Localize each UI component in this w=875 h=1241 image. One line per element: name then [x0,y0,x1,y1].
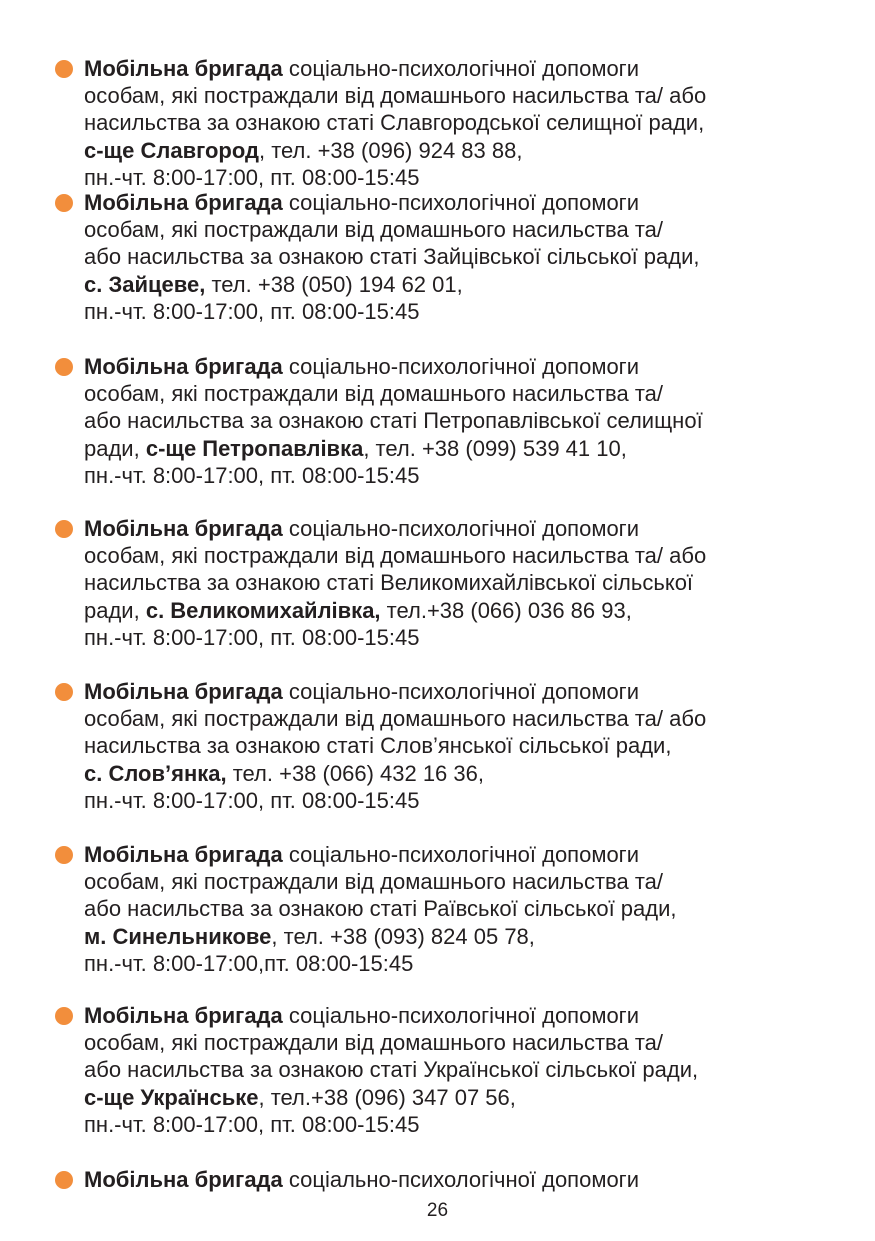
entry-line-2: особам, які постраждали від домашнього насильства та/ [84,217,664,243]
entry-description: соціально-психологічної допомоги [282,679,639,704]
entry-line-4 [84,760,824,787]
list-item [84,841,824,977]
entry-line-4 [84,271,824,298]
entry-line-1 [84,841,824,868]
entry-title: Мобільна бригада [84,1003,283,1028]
entry-place: с-ще Славгород [84,137,259,163]
bullet-icon [55,1007,73,1025]
entry-line-3: або насильства за ознакою статі Української сільської ради, [84,1057,699,1083]
entry-title: Мобільна бригада [84,56,283,81]
entry-line-4 [84,137,824,164]
entry-line-2: особам, які постраждали від домашнього насильства та/ [84,869,664,895]
bullet-icon [55,846,73,864]
entry-line-4 [84,597,824,624]
entry-line-1 [84,1002,824,1029]
entry-place: с. Зайцеве, [84,271,206,297]
entry-description: соціально-психологічної допомоги [282,1167,639,1192]
entry-contact: тел. +38 (050) 194 62 01, [205,271,463,297]
entry-title: Мобільна бригада [84,354,283,379]
entry-description: соціально-психологічної допомоги [282,842,639,867]
entry-line-3: насильства за ознакою статі Славгородської селищної ради, [84,110,705,136]
list-item [84,189,824,325]
entry-description: соціально-психологічної допомоги [282,354,639,379]
bullet-icon [55,358,73,376]
entry-description: соціально-психологічної допомоги [282,1003,639,1028]
entry-line-2: особам, які постраждали від домашнього насильства та/ [84,1030,664,1056]
bullet-icon [55,683,73,701]
list-item [84,1002,824,1138]
entry-line-3: або насильства за ознакою статі Раївської сільської ради, [84,896,677,922]
entry-line-2: особам, які постраждали від домашнього насильства та/ або [84,706,707,732]
entry-line-2: особам, які постраждали від домашнього насильства та/ або [84,83,707,109]
bullet-icon [55,1171,73,1189]
entry-prefix: ради, [84,597,146,623]
page-number: 26 [426,1200,449,1221]
entry-hours: пн.-чт. 8:00-17:00, пт. 08:00-15:45 [84,1111,420,1137]
entry-line-1 [84,515,824,542]
list-item [84,515,824,651]
entry-line-2: особам, які постраждали від домашнього насильства та/ або [84,543,707,569]
entry-title: Мобільна бригада [84,516,283,541]
entry-hours: пн.-чт. 8:00-17:00, пт. 08:00-15:45 [84,298,420,324]
entry-line-1 [84,353,824,380]
entry-hours: пн.-чт. 8:00-17:00, пт. 08:00-15:45 [84,787,420,813]
entry-description: соціально-психологічної допомоги [282,190,639,215]
entry-contact: , тел.+38 (096) 347 07 56, [258,1084,516,1110]
entry-place: с. Великомихайлівка, [145,597,381,623]
entry-title: Мобільна бригада [84,1167,283,1192]
bullet-icon [55,520,73,538]
entry-contact: тел. +38 (066) 432 16 36, [226,760,484,786]
entry-contact: , тел. +38 (093) 824 05 78, [271,923,535,949]
entry-line-4 [84,923,824,950]
entry-title: Мобільна бригада [84,190,283,215]
entry-line-2: особам, які постраждали від домашнього насильства та/ [84,381,664,407]
entry-line-3: насильства за ознакою статі Великомихайлівської сільської [84,570,694,596]
entry-line-1 [84,678,824,705]
entry-line-3: або насильства за ознакою статі Петропавлівської селищної [84,408,703,434]
bullet-icon [55,194,73,212]
entry-description: соціально-психологічної допомоги [282,56,639,81]
entry-hours: пн.-чт. 8:00-17:00, пт. 08:00-15:45 [84,462,420,488]
entry-line-4 [84,1084,824,1111]
entry-line-3: насильства за ознакою статі Слов’янської сільської ради, [84,733,672,759]
list-item [84,1166,824,1193]
entry-line-1 [84,55,824,82]
entry-hours: пн.-чт. 8:00-17:00,пт. 08:00-15:45 [84,950,414,976]
entry-line-1 [84,1166,824,1193]
entry-contact: , тел. +38 (099) 539 41 10, [363,435,627,461]
entry-title: Мобільна бригада [84,679,283,704]
entry-contact: , тел. +38 (096) 924 83 88, [258,137,523,163]
entry-line-1 [84,189,824,216]
entry-contact: тел.+38 (066) 036 86 93, [380,597,632,623]
entry-line-3: або насильства за ознакою статі Зайцівської сільської ради, [84,244,700,270]
entry-hours: пн.-чт. 8:00-17:00, пт. 08:00-15:45 [84,164,420,190]
entry-place: м. Синельникове [84,923,272,949]
entry-hours: пн.-чт. 8:00-17:00, пт. 08:00-15:45 [84,624,420,650]
entry-place: с-ще Петропавлівка [145,435,364,461]
entry-prefix: ради, [84,435,146,461]
entry-title: Мобільна бригада [84,842,283,867]
entry-description: соціально-психологічної допомоги [282,516,639,541]
list-item [84,678,824,814]
entry-place: с-ще Українське [84,1084,259,1110]
bullet-icon [55,60,73,78]
list-item [84,353,824,489]
list-item [84,55,824,191]
entry-line-4 [84,435,824,462]
entry-place: с. Слов’янка, [84,760,227,786]
